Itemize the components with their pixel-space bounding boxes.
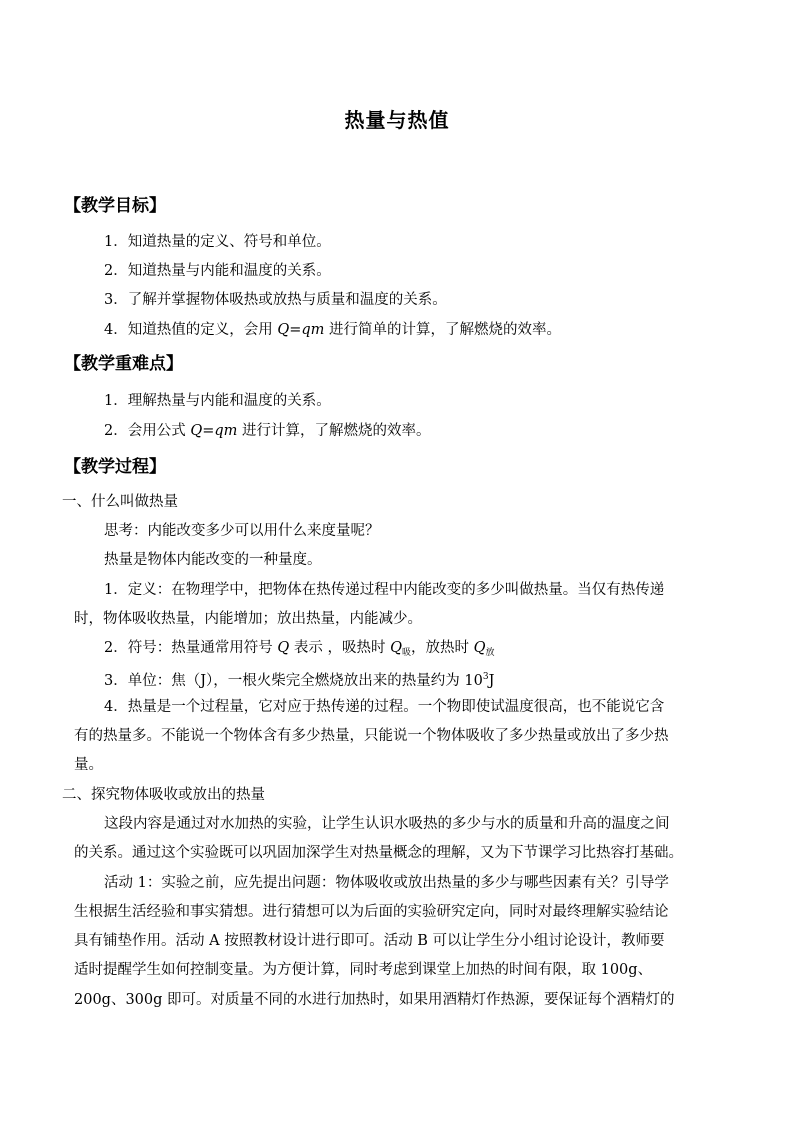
subheading: 二、探究物体吸收或放出的热量	[62, 787, 265, 803]
paragraph-line: 具有铺垫作用。活动 A 按照教材设计进行即可。活动 B 可以让学生分小组讨论设计，教师要	[74, 933, 665, 949]
key-point-text: 进行计算，了解燃烧的效率。	[237, 423, 431, 439]
text: 3．单位：焦（J），一根火柴完全燃烧放出来的热量约为 10	[104, 673, 483, 689]
paragraph-line: 时，物体吸收热量，内能增加；放出热量，内能减少。	[74, 611, 422, 627]
symbol-q: Q	[390, 640, 402, 656]
paragraph-line: 200g、300g 即可。对质量不同的水进行加热时，如果用酒精灯作热源，要保证每个酒精灯的	[74, 992, 675, 1008]
subscript: 吸	[401, 648, 411, 658]
subheading: 一、什么叫做热量	[62, 494, 178, 510]
paragraph-line: 这段内容是通过对水加热的实验，让学生认识水吸热的多少与水的质量和升高的温度之间	[104, 816, 670, 832]
section-heading-goals: 【教学目标】	[64, 196, 166, 216]
formula: Q=qm	[277, 322, 325, 338]
paragraph-line: 热量是物体内能改变的一种量度。	[104, 552, 322, 568]
symbol-q: Q	[473, 640, 486, 656]
paragraph-line: 思考：内能改变多少可以用什么来度量呢？	[104, 523, 380, 539]
section-heading-process: 【教学过程】	[64, 457, 166, 477]
symbol-q: Q	[277, 640, 290, 656]
subscript: 放	[485, 648, 495, 658]
goal-text: 进行简单的计算，了解燃烧的效率。	[324, 322, 562, 338]
paragraph-line: 适时提醒学生如何控制变量。为方便计算，同时考虑到课堂上加热的时间有限，取 100g、	[74, 962, 653, 978]
superscript: 3	[482, 672, 489, 682]
goal-item: 2．知道热量与内能和温度的关系。	[104, 263, 331, 279]
goal-text: 4．知道热值的定义，会用	[104, 322, 278, 338]
paragraph-line: 有的热量多。不能说一个物体含有多少热量，只能说一个物体吸收了多少热量或放出了多少热	[74, 728, 669, 744]
paragraph-line: 1．定义：在物理学中，把物体在热传递过程中内能改变的多少叫做热量。当仅有热传递	[104, 582, 665, 598]
goal-item: 1．知道热量的定义、符号和单位。	[104, 234, 331, 250]
goal-item: 3．了解并掌握物体吸热或放热与质量和温度的关系。	[104, 292, 447, 308]
paragraph-line: 4．热量是一个过程量，它对应于热传递的过程。一个物即使试温度很高，也不能说它含	[104, 699, 665, 715]
text: ，放热时	[410, 640, 474, 656]
paragraph-line: 量。	[74, 757, 103, 773]
goal-item	[104, 320, 561, 340]
paragraph-line: 活动 1：实验之前，应先提出问题：物体吸收或放出热量的多少与哪些因素有关？引导学	[104, 875, 669, 891]
paragraph-line: 生根据生活经验和事实猜想。进行猜想可以为后面的实验研究定向，同时对最终理解实验结论	[74, 904, 669, 920]
formula: Q=qm	[190, 423, 238, 439]
paragraph-line	[104, 667, 494, 691]
paragraph-line: 的关系。通过这个实验既可以巩固加深学生对热量概念的理解，又为下节课学习比热容打基础。	[74, 845, 683, 861]
text: J	[488, 673, 495, 689]
section-heading-key-points: 【教学重难点】	[64, 354, 183, 374]
text: 表示 ，吸热时	[289, 640, 391, 656]
paragraph-line	[104, 638, 494, 663]
key-point-text: 2．会用公式	[104, 423, 191, 439]
key-point-item: 1．理解热量与内能和温度的关系。	[104, 393, 331, 409]
key-point-item	[104, 421, 431, 441]
page-title: 热量与热值	[344, 108, 450, 132]
text: 2．符号：热量通常用符号	[104, 640, 278, 656]
